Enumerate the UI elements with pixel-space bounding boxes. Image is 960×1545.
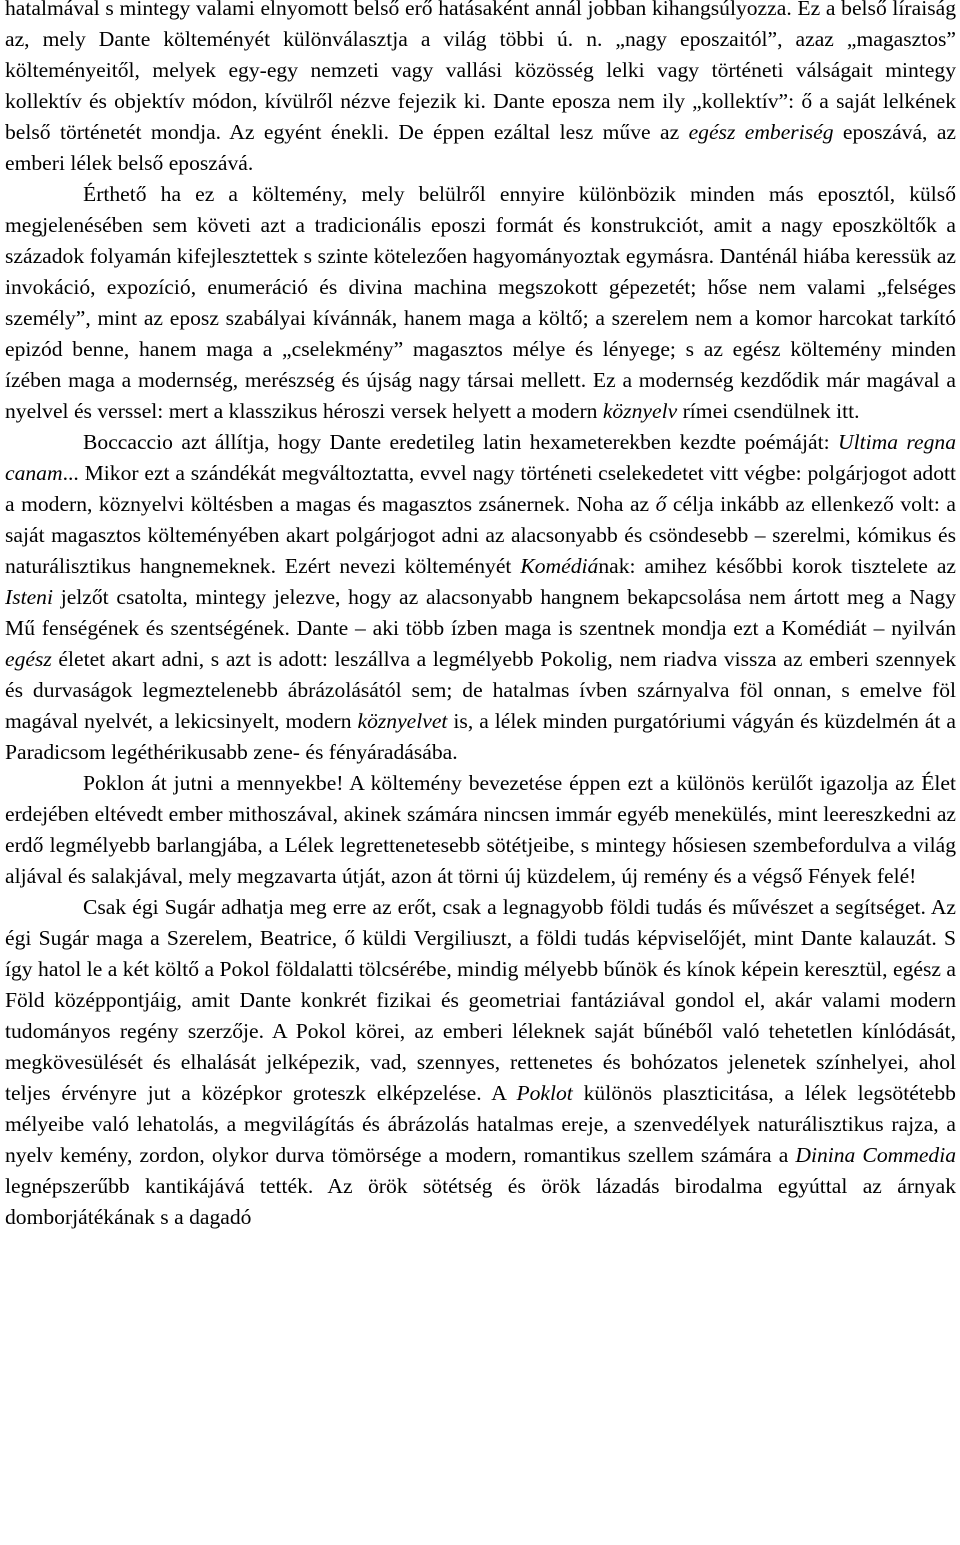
italic-run: köznyelvet — [357, 709, 448, 733]
italic-run: ő — [655, 492, 667, 516]
text-run: eposzává, az emberi lélek belső eposzává. — [5, 120, 956, 175]
text-run: legnépszerűbb kantikájává tették. Az örök sötétség és örök lázadás birodalma egyúttal az árnyak domborjátékának s a dagadó — [5, 1174, 956, 1229]
text-run: Csak égi Sugár adhatja meg erre az erőt, csak a legnagyobb földi tudás és művészet a segítséget. Az égi Sugár maga a Szerelem, Beatrice, ő küldi Vergiliuszt, a földi tudás képviselőjét, mint Dante kalauzát. S így hatol le a két költő a Pokol földalatti tölcsérébe, mindig mélyebb bűnök és kínok képein keresztül, egész a Föld középpontjáig, amit Dante konkrét fizikai és geometriai fantáziával gondol el, akár valami modern tudományos regény szerzője. A Pokol körei, az emberi léleknek saját bűnéből való tehetetlen kínlódását, megkövesülését és elhalását jelképezik, vad, szennyes, rettenetes és bohózatos jelenetek színhelyei, ahol teljes érvényre jut a középkor groteszk elképzelése. A — [5, 895, 956, 1105]
text-run: is, a lélek minden purgatóriumi vágyán és küzdelmén át a Paradicsom legéthérikusabb zene- és fényáradásába. — [5, 709, 956, 764]
text-run: különös plaszticitása, a lélek legsötétebb mélyeibe való lehatolás, a megvilágítás és ábrázolás hatalmas ereje, a szenvedélyek naturálisztikus rajza, a nyelv kemény, zordon, olykor durva tömörsége a modern, romantikus szellem számára a — [5, 1081, 956, 1167]
text-run: Érthető ha ez a költemény, mely belülről ennyire különbözik minden más eposztól, külső megjelenésében sem követi azt a tradicionális eposzi formát és konstrukciót, amit a nagy eposzköltők a századok folyamán kifejlesztettek s szinte kötelezően hagyományoztak egymásra. Danténál hiába keressük az invokáció, expozíció, enumeráció és divina machina megszokott gépezetét; hőse nem valami „felséges személy”, mint az eposz szabályai kívánnák, hanem maga a költő; a szerelem nem a komor harcokat tarkító epizód benne, hanem maga a „cselekmény” magasztos mélye és lényege; s az egész költemény minden ízében maga a modernség, merészség és újság nagy társai mellett. Ez a modernség kezdődik már magával a nyelvel és verssel: mert a klasszikus héroszi versek helyett a modern — [5, 182, 956, 423]
italic-run: Poklot — [516, 1081, 573, 1105]
italic-run: egész emberiség — [688, 120, 834, 144]
text-run: Poklon át jutni a mennyekbe! A költemény bevezetése éppen ezt a különös kerülőt igazolja az Élet erdejében eltévedt ember mithoszával, akinek számára nincsen immár egyéb menekülés, mint leereszkedni az erdő legmélyebb barlangjába, a Lélek legrettenetesebb sötétjeibe, s mintegy hősiesen szembefordulva a világ aljával és salakjával, mely megzavarta útját, azon át törni új küzdelem, új remény és a végső Fények felé! — [5, 771, 956, 888]
italic-run: egész — [5, 647, 52, 671]
paragraph-5 — [5, 892, 956, 1233]
italic-run: Isteni — [5, 585, 53, 609]
text-run: hatalmával s mintegy valami elnyomott belső erő hatásaként annál jobban kihangsúlyozza. Ez a belső líraiság az, mely Dante költeményét különválasztja a világ többi ú. n. „nagy eposzaitól”, azaz „magasztos” költeményeitől, melyek egy-egy nemzeti vagy vallási közösség lelki vagy történeti válságait mintegy kollektív és objektív módon, kívülről nézve fejezik ki. Dante eposza nem ily „kollektív”: ő a saját lelkének belső történetét mondja. Az egyént énekli. De éppen ezáltal lesz műve az — [5, 0, 956, 144]
text-run: ... Mikor ezt a szándékát megváltoztatta, evvel nagy történeti cselekedetet vitt végbe: polgárjogot adott a modern, köznyelvi költésben a magas és magasztos zsánernek. Noha az — [5, 461, 956, 516]
italic-run: Komédiá — [520, 554, 599, 578]
text-run: életet akart adni, s azt is adott: leszállva a legmélyebb Pokolig, nem riadva vissza az emberi szennyek és durvaságok legmeztelenebb ábrázolásától sem; de hatalmas ívben szárnyalva föl onnan, s emelve föl magával nyelvét, a lekicsinyelt, modern — [5, 647, 956, 733]
italic-run: Ultima regna canam — [5, 430, 956, 485]
text-run: jelzőt csatolta, mintegy jelezve, hogy az alacsonyabb hangnem bekapcsolása nem ártott meg a Nagy Mű fenségének és szentségének. Dante – aki több ízben maga is szentnek mondja ezt a Komédiát – nyilván — [5, 585, 956, 640]
paragraph-1 — [5, 0, 956, 179]
text-run: rímei csendülnek itt. — [677, 399, 860, 423]
text-run: Boccaccio azt állítja, hogy Dante eredetileg latin hexameterekben kezdte poémáját: — [83, 430, 839, 454]
text-run: célja inkább az ellenkező volt: a saját magasztos költeményében akart polgárjogot adni az alacsonyabb és csöndesebb – szerelmi, kómikus és naturálisztikus hangnemeknek. Ezért nevezi költeményét — [5, 492, 956, 578]
italic-run: köznyelv — [602, 399, 678, 423]
paragraph-3 — [5, 427, 956, 768]
italic-run: Dinina Commedia — [795, 1143, 956, 1167]
paragraph-2 — [5, 179, 956, 427]
paragraph-4 — [5, 768, 956, 892]
text-run: nak: amihez későbbi korok tisztelete az — [598, 554, 956, 578]
